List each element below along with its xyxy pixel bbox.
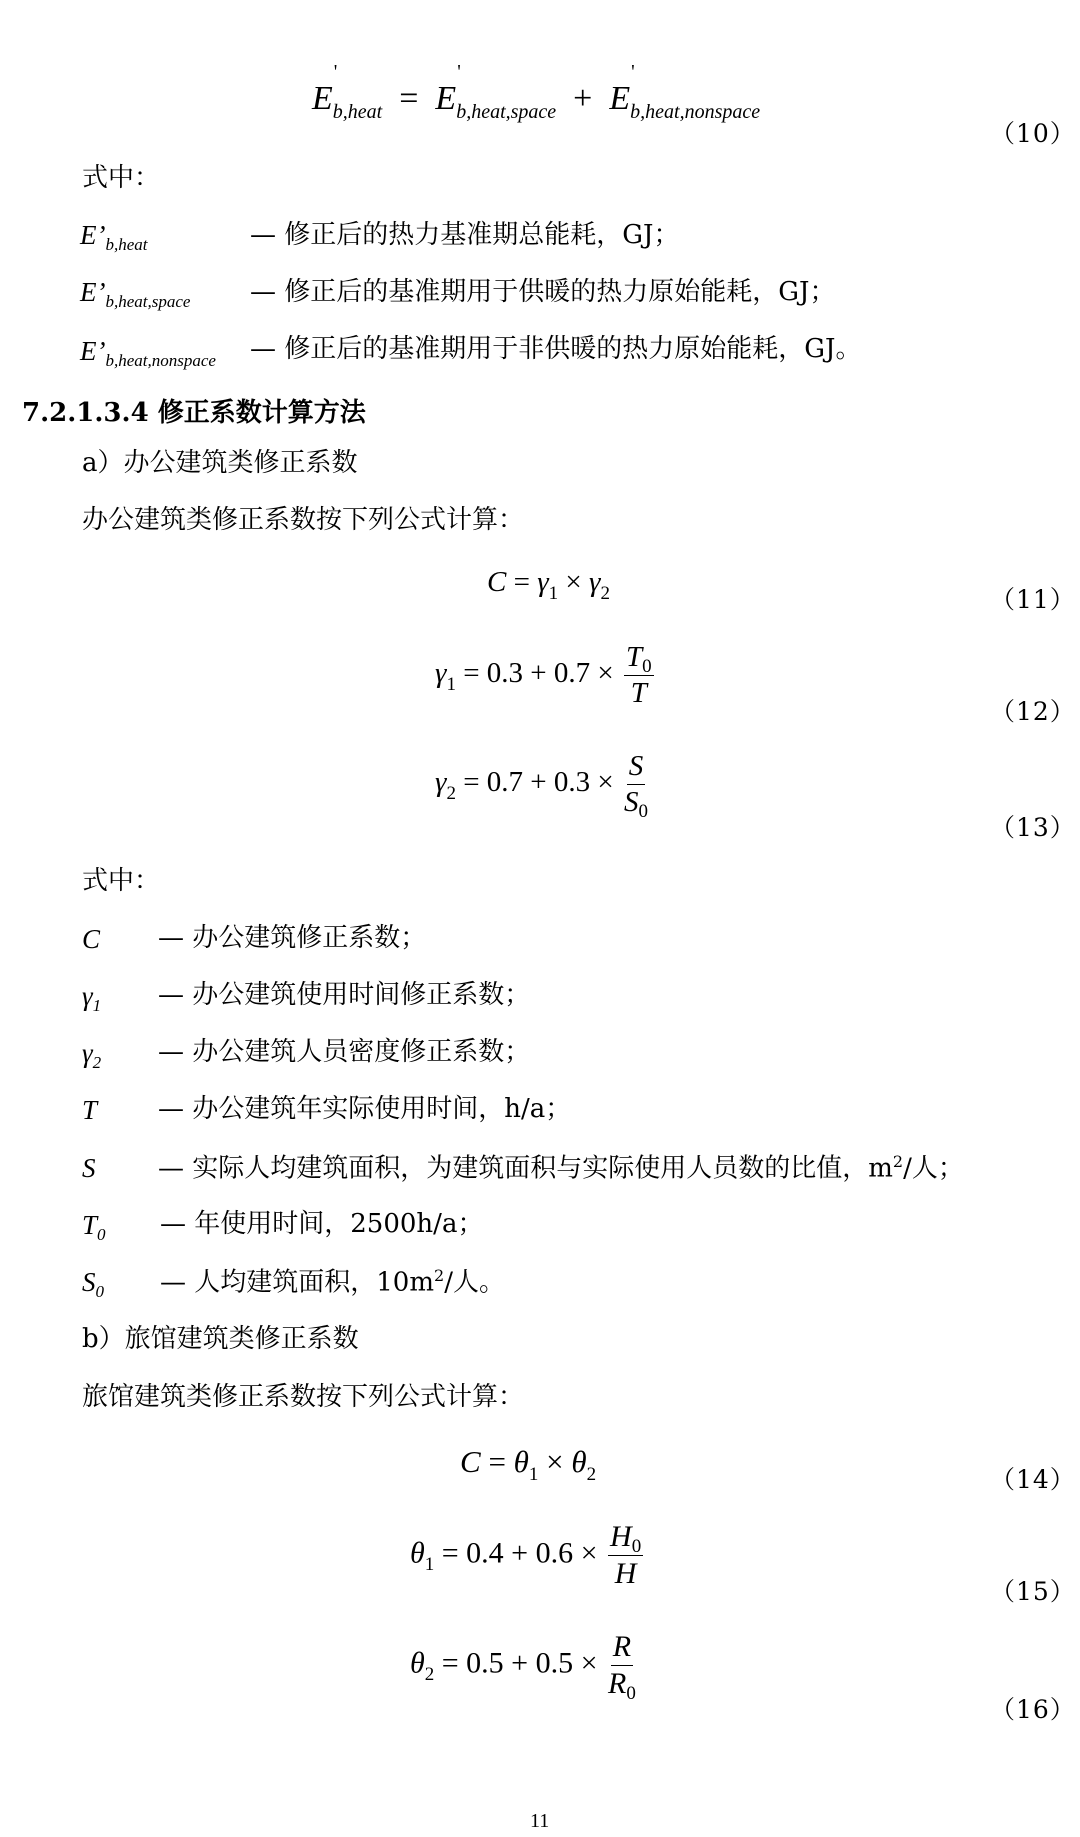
equation-number-12: （12） (990, 697, 1076, 726)
office-where-label: 式中： (82, 866, 161, 896)
definition-c: — 办公建筑修正系数； (158, 923, 427, 953)
definition-gamma-2: — 办公建筑人员密度修正系数； (158, 1037, 531, 1067)
equation-number-16: （16） (990, 1695, 1076, 1724)
office-subsection-title: a）办公建筑类修正系数 (82, 448, 358, 478)
symbol-s0: $S_0$ (82, 1267, 104, 1301)
symbol-s: S (82, 1153, 96, 1183)
page-number: 11 (530, 1810, 550, 1832)
definition-t: — 办公建筑年实际使用时间，h/a； (158, 1094, 572, 1124)
where-label: 式中： (82, 163, 161, 193)
equation-14: $C = \theta_1 \times \theta_2$ (460, 1444, 597, 1485)
definition-t0: — 年使用时间，2500h/a； (160, 1209, 484, 1239)
equation-12: $\gamma_1 = 0.3 + 0.7$ × $\frac{T_0}{T}$ (435, 641, 652, 709)
equation-11: $C = \gamma_1 \times \gamma_2$ (487, 566, 610, 604)
definition-e-b-heat: — 修正后的热力基准期总能耗，GJ； (250, 220, 680, 250)
definition-s-unit: /人； (903, 1153, 964, 1184)
section-heading: 7.2.1.3.4 修正系数计算方法 (22, 398, 366, 428)
equation-16: $\theta_2 = 0.5 + 0.5$ × $\frac{R}{R_0}$ (410, 1630, 636, 1704)
equation-15: $\theta_1 = 0.4 + 0.6$ × $\frac{H_0}{H}$ (410, 1520, 642, 1590)
definition-s0: — 人均建筑面积，$10m^2/$人。 (160, 1266, 505, 1298)
equation-number-13: （13） (990, 813, 1076, 842)
symbol-t: T (82, 1095, 98, 1125)
symbol-e-b-heat-space: $E’_{b,heat,space}$ (80, 277, 191, 311)
hotel-subsection-title: b）旅馆建筑类修正系数 (82, 1324, 359, 1354)
symbol-gamma-1: $\gamma_1$ (82, 981, 102, 1015)
definition-s0-text: — 人均建筑面积，10m (160, 1267, 435, 1298)
definition-gamma-1: — 办公建筑使用时间修正系数； (158, 980, 531, 1010)
definition-s0-unit: /人。 (444, 1267, 505, 1298)
symbol-t0: $T_0$ (82, 1210, 106, 1244)
equation-number-14: （14） (990, 1465, 1076, 1494)
hotel-lead-text: 旅馆建筑类修正系数按下列公式计算： (82, 1382, 525, 1412)
symbol-e-b-heat: $E’_{b,heat}$ (80, 220, 148, 254)
equation-number-11: （11） (990, 585, 1076, 614)
symbol-gamma-2: $\gamma_2$ (82, 1038, 102, 1072)
symbol-c: C (82, 924, 101, 954)
definition-s-text: — 实际人均建筑面积，为建筑面积与实际使用人员数的比值，m (158, 1153, 893, 1184)
definition-e-b-heat-nonspace: — 修正后的基准期用于非供暖的热力原始能耗，GJ。 (250, 334, 862, 364)
definition-s: — 实际人均建筑面积，为建筑面积与实际使用人员数的比值，$m^2/$人； (158, 1152, 964, 1184)
equation-10: E ' $_{b,heat}$ = E ' $_{b,heat,space}$ + E ' $_{b,heat,nonspace}$ (312, 61, 761, 123)
symbol-e-b-heat-nonspace: $E’_{b,heat,nonspace}$ (80, 336, 216, 370)
equation-number-10: （10） (990, 119, 1076, 148)
definition-e-b-heat-space: — 修正后的基准期用于供暖的热力原始能耗，GJ； (250, 277, 836, 307)
office-lead-text: 办公建筑类修正系数按下列公式计算： (82, 505, 525, 535)
equation-number-15: （15） (990, 1577, 1076, 1606)
equation-13: $\gamma_2 = 0.7 + 0.3$ × $\frac{S}{S_0}$ (435, 750, 649, 822)
